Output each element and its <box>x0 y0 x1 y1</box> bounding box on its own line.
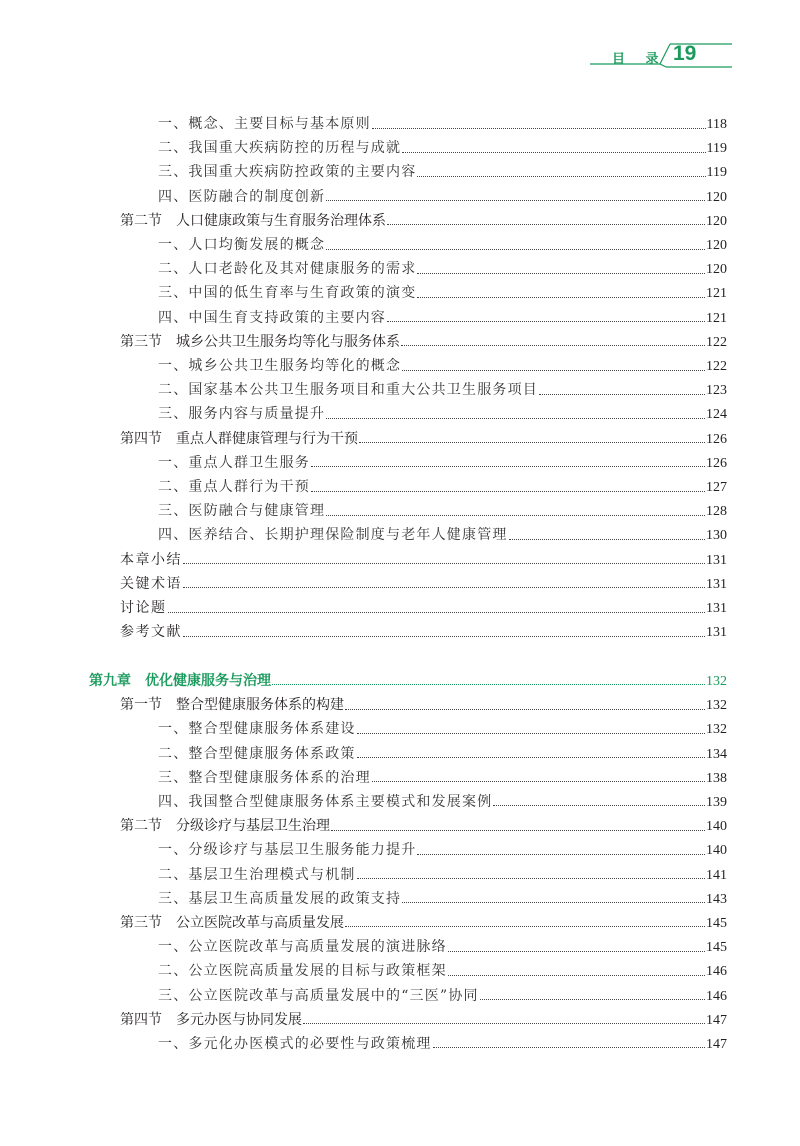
dot-leader <box>272 684 705 685</box>
toc-entry-page: 120 <box>706 262 727 278</box>
toc-entry-title: 第四节 重点人群健康管理与行为干预 <box>120 430 358 447</box>
dot-leader <box>448 951 705 952</box>
toc-subsection-entry[interactable] <box>158 524 727 546</box>
dot-leader <box>402 902 705 903</box>
toc-subsection-entry[interactable] <box>158 161 727 183</box>
toc-entry-title: 第一节 整合型健康服务体系的构建 <box>120 697 344 714</box>
toc-section-entry[interactable] <box>120 694 727 716</box>
toc-entry-page: 143 <box>706 891 727 907</box>
toc-entry-title: 一、城乡公共卫生服务均等化的概念 <box>158 358 402 374</box>
toc-subsection-entry[interactable] <box>158 864 727 886</box>
toc-entry-page: 138 <box>706 770 727 786</box>
dot-leader <box>402 370 705 371</box>
toc-chapter-entry[interactable] <box>89 670 727 692</box>
dot-leader <box>357 878 705 879</box>
toc-entry-page: 126 <box>706 455 727 471</box>
toc-entry-page: 147 <box>706 1036 727 1052</box>
dot-leader <box>303 1023 705 1024</box>
toc-subsection-entry[interactable] <box>158 258 727 280</box>
toc-entry-page: 119 <box>706 165 727 181</box>
toc-subsection-entry[interactable] <box>158 743 727 765</box>
toc-subsection-entry[interactable] <box>158 500 727 522</box>
toc-entry-page: 122 <box>706 359 727 374</box>
toc-entry-page: 122 <box>706 334 727 350</box>
toc-entry-title: 一、重点人群卫生服务 <box>158 454 310 471</box>
toc-entry-page: 123 <box>706 383 727 399</box>
toc-entry-title: 参考文献 <box>120 624 182 641</box>
toc-entry-title: 二、人口老龄化及其对健康服务的需求 <box>158 261 417 278</box>
toc-entry-title: 本章小结 <box>120 551 182 568</box>
dot-leader <box>326 515 705 516</box>
toc-subsection-entry[interactable] <box>158 985 727 1007</box>
dot-leader <box>359 442 705 443</box>
toc-entry-title: 第三节 公立医院改革与高质量发展 <box>120 914 344 931</box>
dot-leader <box>417 176 705 177</box>
toc-entry-page: 132 <box>706 722 727 738</box>
toc-subsection-entry[interactable] <box>158 379 727 401</box>
toc-entry-page: 132 <box>706 698 727 714</box>
dot-leader <box>326 249 705 250</box>
dot-leader <box>493 805 705 806</box>
toc-subsection-entry[interactable] <box>158 113 727 135</box>
toc-entry-title: 第三节 城乡公共卫生服务均等化与服务体系 <box>120 333 400 350</box>
toc-entry-page: 140 <box>706 843 727 859</box>
dot-leader <box>372 781 705 782</box>
toc-entry-page: 146 <box>706 964 727 980</box>
dot-leader <box>433 1047 705 1048</box>
toc-entry-page: 145 <box>706 940 727 956</box>
toc-subsection-entry[interactable] <box>158 1033 727 1055</box>
toc-section-entry[interactable] <box>120 912 727 934</box>
toc-entry-title: 二、公立医院高质量发展的目标与政策框架 <box>158 963 447 980</box>
toc-entry-title: 讨论题 <box>120 600 167 616</box>
toc-subsection-entry[interactable] <box>158 476 727 498</box>
dot-leader <box>331 830 705 831</box>
toc-entry-title: 三、医防融合与健康管理 <box>158 503 326 520</box>
dot-leader <box>387 321 705 322</box>
toc-entry-title: 三、公立医院改革与高质量发展中的“三医”协同 <box>158 987 479 1004</box>
dot-leader <box>311 466 705 467</box>
dot-leader <box>401 345 705 346</box>
toc-subsection-entry[interactable] <box>158 234 727 256</box>
toc-section-entry[interactable] <box>120 815 727 837</box>
toc-subsection-entry[interactable] <box>158 936 727 958</box>
toc-subsection-entry[interactable] <box>158 355 727 377</box>
dot-leader <box>168 612 706 613</box>
toc-entry-title: 第二节 分级诊疗与基层卫生治理 <box>120 818 330 835</box>
toc-entry-page: 118 <box>706 117 727 132</box>
dot-leader <box>417 297 705 298</box>
toc-subsection-entry[interactable] <box>158 403 727 425</box>
dot-leader <box>417 273 705 274</box>
toc-entry-title: 二、重点人群行为干预 <box>158 479 310 495</box>
toc-misc-entry[interactable] <box>120 597 727 619</box>
dot-leader <box>345 709 705 710</box>
header-section-label: 目 录 <box>612 52 667 67</box>
toc-subsection-entry[interactable] <box>158 452 727 474</box>
dot-leader <box>402 152 705 153</box>
dot-leader <box>326 418 705 419</box>
toc-entry-page: 121 <box>706 286 727 302</box>
toc-entry-page: 128 <box>706 504 727 520</box>
toc-subsection-entry[interactable] <box>158 282 727 304</box>
toc-entry-page: 140 <box>706 819 727 835</box>
toc-entry-title: 三、整合型健康服务体系的治理 <box>158 769 371 786</box>
toc-entry-page: 132 <box>706 673 727 689</box>
dot-leader <box>183 563 705 564</box>
toc-entry-page: 141 <box>706 867 727 883</box>
toc-subsection-entry[interactable] <box>158 718 727 740</box>
toc-subsection-entry[interactable] <box>158 767 727 789</box>
toc-entry-page: 130 <box>706 528 727 544</box>
toc-entry-page: 126 <box>706 431 727 447</box>
toc-entry-page: 127 <box>706 480 727 495</box>
toc-entry-title: 第二节 人口健康政策与生育服务治理体系 <box>120 212 386 229</box>
dot-leader <box>387 224 705 225</box>
dot-leader <box>509 539 705 540</box>
header-page-number: 19 <box>673 42 697 65</box>
dot-leader <box>480 999 705 1000</box>
dot-leader <box>539 394 705 395</box>
toc-entry-page: 134 <box>706 746 727 762</box>
dot-leader <box>417 854 705 855</box>
toc-misc-entry[interactable] <box>120 573 727 595</box>
toc-subsection-entry[interactable] <box>158 307 727 329</box>
toc-entry-page: 146 <box>706 988 727 1004</box>
dot-leader <box>311 491 705 492</box>
toc-entry-title: 一、公立医院改革与高质量发展的演进脉络 <box>158 939 447 956</box>
toc-entry-page: 120 <box>706 238 727 253</box>
toc-entry-page: 121 <box>706 310 727 326</box>
toc-subsection-entry[interactable] <box>158 888 727 910</box>
toc-entry-title: 二、国家基本公共卫生服务项目和重大公共卫生服务项目 <box>158 382 538 399</box>
toc-subsection-entry[interactable] <box>158 791 727 813</box>
toc-entry-page: 139 <box>706 794 727 810</box>
toc-entry-title: 四、我国整合型健康服务体系主要模式和发展案例 <box>158 793 493 810</box>
toc-entry-page: 145 <box>706 915 727 931</box>
toc-entry-page: 120 <box>706 189 727 205</box>
toc-entry-title: 四、中国生育支持政策的主要内容 <box>158 309 386 326</box>
toc-entry-page: 131 <box>706 625 727 641</box>
toc-entry-title: 一、分级诊疗与基层卫生服务能力提升 <box>158 842 417 859</box>
toc-entry-title: 一、人口均衡发展的概念 <box>158 237 326 253</box>
dot-leader <box>345 926 705 927</box>
toc-entry-title: 第四节 多元办医与协同发展 <box>120 1011 302 1028</box>
toc-entry-page: 147 <box>706 1012 727 1028</box>
toc-entry-title: 二、我国重大疾病防控的历程与成就 <box>158 140 402 157</box>
toc-entry-page: 131 <box>706 552 727 568</box>
dot-leader <box>357 733 705 734</box>
dot-leader <box>357 757 705 758</box>
dot-leader <box>448 975 705 976</box>
toc-entry-page: 119 <box>706 141 727 157</box>
toc-entry-title: 二、整合型健康服务体系政策 <box>158 745 356 762</box>
page-header <box>590 40 732 70</box>
toc-misc-entry[interactable] <box>120 549 727 571</box>
toc-entry-title: 四、医养结合、长期护理保险制度与老年人健康管理 <box>158 527 508 544</box>
toc-section-entry[interactable] <box>120 1009 727 1031</box>
toc-entry-title: 三、服务内容与质量提升 <box>158 406 326 423</box>
toc-entry-title: 一、多元化办医模式的必要性与政策梳理 <box>158 1035 432 1052</box>
toc-subsection-entry[interactable] <box>158 839 727 861</box>
toc-entry-page: 131 <box>706 576 727 592</box>
dot-leader <box>183 636 705 637</box>
toc-entry-title: 第九章 优化健康服务与治理 <box>89 672 271 689</box>
toc-entry-title: 一、概念、主要目标与基本原则 <box>158 116 371 132</box>
toc-section-entry[interactable] <box>120 428 727 450</box>
toc-misc-entry[interactable] <box>120 621 727 643</box>
toc-entry-page: 131 <box>706 601 727 616</box>
toc-entry-title: 四、医防融合的制度创新 <box>158 188 326 205</box>
toc-entry-title: 一、整合型健康服务体系建设 <box>158 721 356 738</box>
toc-entry-title: 关键术语 <box>120 575 182 592</box>
toc-subsection-entry[interactable] <box>158 186 727 208</box>
toc-section-entry[interactable] <box>120 331 727 353</box>
toc-entry-title: 三、我国重大疾病防控政策的主要内容 <box>158 164 417 181</box>
toc-subsection-entry[interactable] <box>158 960 727 982</box>
toc-entry-title: 二、基层卫生治理模式与机制 <box>158 866 356 883</box>
toc-subsection-entry[interactable] <box>158 137 727 159</box>
toc-section-entry[interactable] <box>120 210 727 232</box>
dot-leader <box>183 587 705 588</box>
toc-entry-title: 三、中国的低生育率与生育政策的演变 <box>158 285 417 302</box>
toc-entry-title: 三、基层卫生高质量发展的政策支持 <box>158 890 402 907</box>
dot-leader <box>372 128 706 129</box>
dot-leader <box>326 200 705 201</box>
toc-entry-page: 120 <box>706 213 727 229</box>
toc-entry-page: 124 <box>706 407 727 423</box>
